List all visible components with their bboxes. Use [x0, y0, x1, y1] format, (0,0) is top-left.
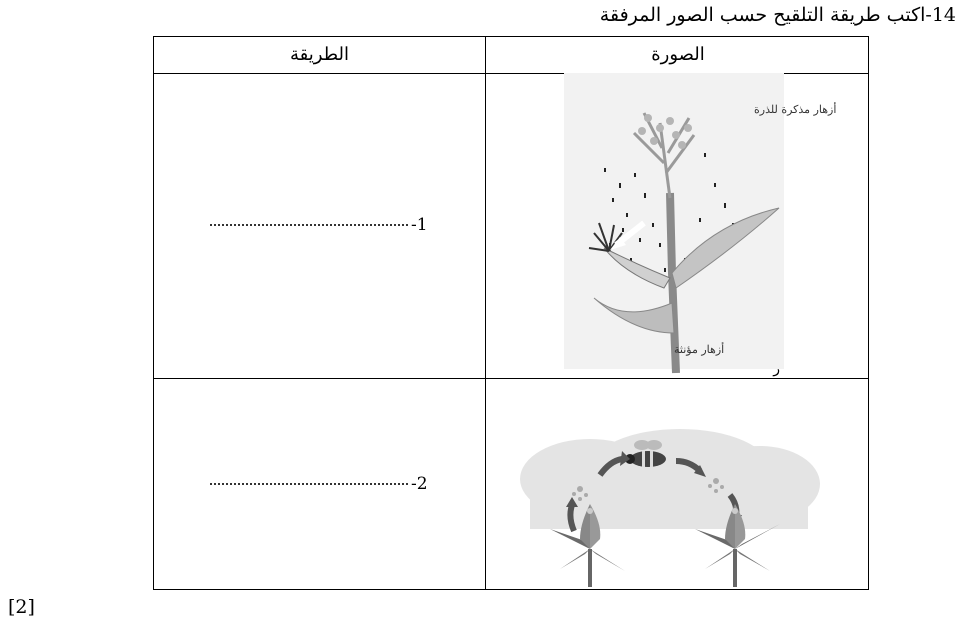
method-column-header: الطريقة — [290, 44, 349, 65]
male-flowers-label: أزهار مذكرة للذرة — [754, 103, 837, 116]
stray-mark: ر — [773, 361, 780, 377]
pollination-table — [153, 36, 869, 590]
answer-number-2: -2 — [411, 474, 428, 494]
question-title: 14-اكتب طريقة التلقيح حسب الصور المرفقة — [599, 4, 956, 26]
column-divider — [485, 37, 486, 589]
row-divider — [154, 378, 868, 379]
answer-dots-2[interactable] — [210, 483, 408, 485]
female-flowers-label: أزهار مؤنثة — [674, 343, 725, 356]
corn-plant-image — [564, 73, 837, 377]
answer-number-1: -1 — [411, 215, 428, 235]
bee-pollination-image — [530, 399, 808, 587]
answer-line-2[interactable] — [210, 474, 428, 494]
marks-label: [2] — [8, 596, 35, 618]
answer-line-1[interactable] — [210, 215, 428, 235]
answer-dots-1[interactable] — [210, 224, 408, 226]
image-column-header: الصورة — [651, 44, 705, 65]
cloud-background — [520, 429, 820, 529]
